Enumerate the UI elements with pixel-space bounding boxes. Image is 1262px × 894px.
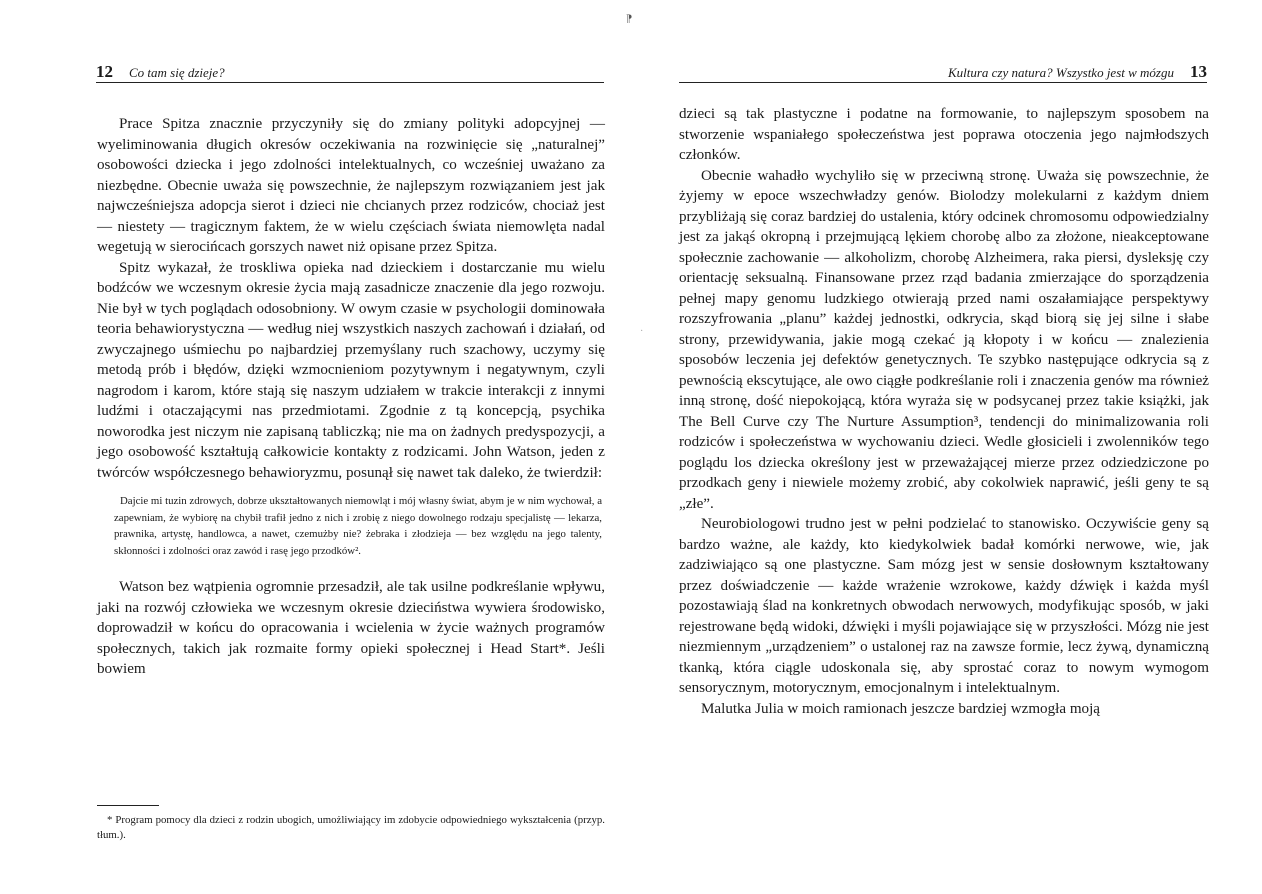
left-running-title: Co tam się dzieje?	[129, 65, 225, 80]
left-page-number: 12	[96, 62, 113, 81]
gutter-dot: ·	[640, 326, 644, 337]
paragraph: Spitz wykazał, że troskliwa opieka nad dzieckiem i dostarczanie mu wielu bodźców we wczesnym okresie życia mają zasadnicze znaczenie dla jego rozwoju. Nie był w tych poglądach odosobniony. W owym czasie w psychologii dominowała teoria behawiorystyczna — według niej wszystkich naszych zachowań i działań, od zwyczajnego uśmiechu po najbardziej przemyślany ruch szachowy, uczymy się metodą prób i błędów, dzięki wzmocnieniom pozytywnym i negatywnym, czyli nagrodom i karom, które stają się naszym udziałem w trakcie interakcji z innymi ludźmi i otaczającymi nas przedmiotami. Zgodnie z tą koncepcją, psychika noworodka jest niczym nie zapisaną tabliczką; nie ma on żadnych predyspozycji, a jego osobowość kształtują całkowicie kontakty z rodzicami. John Watson, jeden z twórców współczesnego behawioryzmu, posunął się nawet tak daleko, że twierdził:	[97, 259, 605, 481]
block-quote: Dajcie mi tuzin zdrowych, dobrze ukształtowanych niemowląt i mój własny świat, abym je w nim wychował, a zapewniam, że wybiorę na chybił trafił jedno z nich i zrobię z niego dowolnego rodzaju specjalistę — lekarza, prawnika, artystę, handlowca, a nawet, czemużby nie? żebraka i złodzieja — bez względu na jego talenty, skłonności i zdolności oraz zawód i rasę jego przodków².	[114, 495, 602, 557]
paragraph: Prace Spitza znacznie przyczyniły się do zmiany polityki adopcyjnej — wyeliminowania długich okresów oczekiwania na rozwinięcie się „naturalnej” osobowości dziecka i jego zdolności intelektualnych, co wcześniej uważano za niezbędne. Obecnie uważa się powszechnie, że najlepszym rozwiązaniem jest jak najwcześniejsza adopcja sierot i dzieci nie chcianych przez rodziców, chociaż jest — niestety — tragicznym faktem, że w wielu częściach świata niemowlęta nadal wegetują w sierocińcach gorszych nawet niż opisane przez Spitza.	[97, 116, 605, 255]
footnote-rule	[97, 805, 159, 806]
paragraph: Malutka Julia w moich ramionach jeszcze bardziej wzmogła moją	[701, 700, 1100, 717]
paragraph: Watson bez wątpienia ogromnie przesadził, ale tak usilne podkreślanie wpływu, jaki na rozwój człowieka we wczesnym okresie dzieciństwa wywiera środowisko, doprowadził w końcu do opracowania i wcielenia w życie ważnych programów społecznych, takich jak rozmaite formy opieki społecznej i Head Start*. Jeśli bowiem	[97, 579, 605, 677]
right-page-number: 13	[1190, 62, 1207, 81]
paragraph: dzieci są tak plastyczne i podatne na formowanie, to najlepszym sposobem na stworzenie wspaniałego społeczeństwa jest poprawa otoczenia jego najmłodszych członków.	[679, 106, 1209, 163]
right-text-column	[679, 104, 1209, 719]
scan-mark: ⁋	[626, 14, 633, 25]
left-text-column	[97, 114, 605, 680]
right-page	[631, 0, 1262, 894]
right-running-head	[679, 60, 1207, 83]
paragraph: Obecnie wahadło wychyliło się w przeciwną stronę. Uważa się powszechnie, że żyjemy w epoce wszechwładzy genów. Biolodzy molekularni z każdym dniem przybliżają się coraz bardziej do ustalenia, który odcinek chromosomu odpowiedzialny jest za jakąś okropną i przejmującą lękiem chorobę albo za złożone, nieakceptowane społecznie zachowanie — alkoholizm, chorobę Alzheimera, raka piersi, dysleksję czy orientację seksualną. Finansowane przez rząd badania zmierzające do sporządzenia pełnej mapy genomu ludzkiego otwierają przed nami oszałamiające perspektywy rozszyfrowania „planu” każdej jednostki, odkrycia, skąd biorą się jej silne i słabe strony, przewidywania, jakie mogą czekać ją kłopoty i w końcu — znalezienia sposobów leczenia jej defektów genetycznych. Te szybko następujące odkrycia są z pewnością ekscytujące, ale owo ciągłe podkreślanie roli i znaczenia genów ma również inną stronę, dość niepokojącą, która wyraża się w podsycanej przez takie książki, jak The Bell Curve czy The Nurture Assumption³, tendencji do minimalizowania roli rodziców i społeczeństwa w wychowaniu dzieci. Wedle głosicieli i zwolenników tego poglądu los dziecka określony jest w przeważającej mierze przez odziedziczone po przodkach geny i niewiele możemy zrobić, aby cokolwiek naprawić, jeśli geny te są „złe”.	[679, 167, 1209, 512]
footnote: * Program pomocy dla dzieci z rodzin ubogich, umożliwiający im zdobycie odpowiedniego wykształcenia (przyp. tłum.).	[97, 814, 605, 841]
right-running-title: Kultura czy natura? Wszystko jest w mózgu	[947, 65, 1174, 80]
paragraph: Neurobiologowi trudno jest w pełni podzielać to stanowisko. Oczywiście geny są bardzo ważne, ale każdy, kto kiedykolwiek badał komórki nerwowe, wie, jak zadziwiająco są one plastyczne. Sam mózg jest w sensie dosłownym kształtowany przez doświadczenie — każde wrażenie wzrokowe, każdy dźwięk i każda myśl pozostawiają ślad na konkretnych obwodach nerwowych, modyfikując sposób, w jaki rejestrowane będą widoki, dźwięki i myśli pojawiające się w przyszłości. Mózg nie jest niezmiennym „urządzeniem” o ustalonej raz na zawsze formie, lecz żywą, dynamiczną tkanką, która ciągle udoskonala się, aby sprostać coraz to nowym wymogom sensorycznym, motorycznym, emocjonalnym i intelektualnym.	[679, 516, 1209, 696]
left-running-head	[96, 60, 604, 83]
